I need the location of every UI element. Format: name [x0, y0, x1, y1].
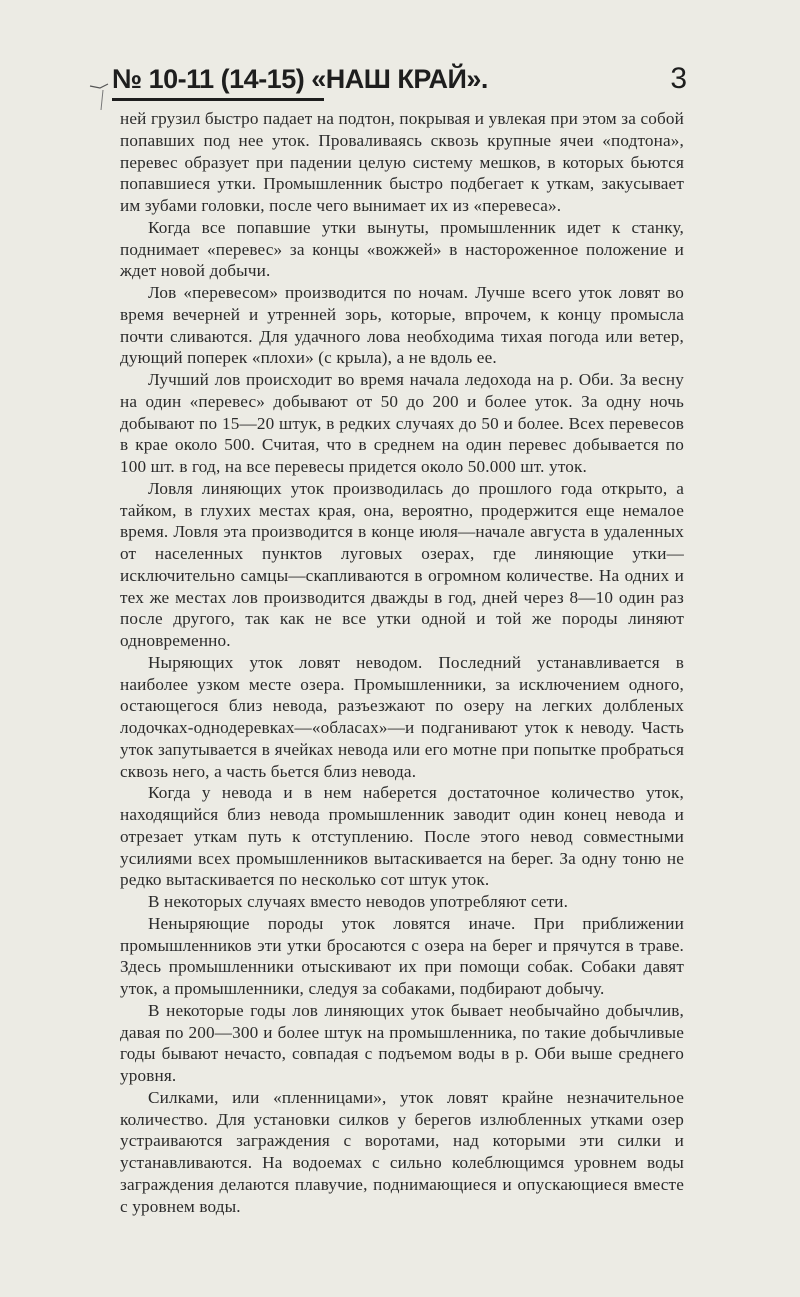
- paragraph: Лучший лов происходит во время начала ледохода на р. Оби. За весну на один «перевес» добывают от 50 до 200 и более уток. За одну ночь добывают по 15—20 штук, в редких случаях до 50 и более. Всех перевесов в крае около 500. Считая, что в среднем на один перевес добывается по 100 шт. в год, на все перевесы придется около 50.000 шт. уток.: [120, 370, 684, 476]
- article-body: [120, 108, 684, 1217]
- page-header: [112, 62, 687, 96]
- paragraph: Когда все попавшие утки вынуты, промышленник идет к станку, поднимает «перевес» за концы «вожжей» в настороженное положение и ждет новой добычи.: [120, 217, 684, 281]
- paragraph: Когда у невода и в нем наберется достаточное количество уток, находящийся близ невода промышленник заводит один конец невода и отрезает уткам путь к отступлению. После этого невод совместными усилиями всех промышленников вытаскивается на берег. За одну тоню не редко вытаскивается по несколько сот штук уток.: [120, 783, 684, 890]
- paragraph: Лов «перевесом» производится по ночам. Лучше всего уток ловят во время вечерней и утренней зорь, которые, впрочем, к концу промысла почти сливаются. Для удачного лова необходима тихая погода или ветер, дующий поперек «плохи» (с крыла), а не вдоль ее.: [120, 283, 684, 368]
- header-underline: [112, 98, 324, 101]
- paragraph: В некоторые годы лов линяющих уток бывает необычайно добычлив, давая по 200—300 и более штук на промышленника, по такие добычливые годы бывают нечасто, совпадая с подъемом воды в р. Оби выше среднего уровня.: [120, 1000, 684, 1085]
- paragraph: Ныряющих уток ловят неводом. Последний устанавливается в наиболее узком месте озера. Промышленники, за исключением одного, остающегося близ невода, разъезжают по озеру на легких долбленых лодочках-однодеревках—«обласах»—и подганивают уток к неводу. Часть уток запутывается в ячейках невода или его мотне при попытке пробраться сквозь него, а часть бьется близ невода.: [120, 652, 684, 781]
- paragraph: Неныряющие породы уток ловятся иначе. При приближении промышленников эти утки бросаются с озера на берег и прячутся в траве. Здесь промышленники отыскивают их при помощи собак. Собаки давят уток, а промышленники, следуя за собаками, подбирают добычу.: [120, 913, 684, 998]
- paragraph: Ловля линяющих уток производилась до прошлого года открыто, а тайком, в глухих местах края, она, вероятно, продержится еще немалое время. Ловля эта производится в конце июля—начале августа в удаленных от населенных пунктов луговых озерах, где линяющие утки—исключительно самцы—скапливаются в огромном количестве. На одних и тех же местах лов производится дважды в год, дней через 8—10 один раз после другого, так как не все утки одной и той же породы линяют одновременно.: [120, 478, 684, 650]
- paragraph: Силками, или «пленницами», уток ловят крайне незначительное количество. Для установки силков у берегов излюбленных утками озер устраиваются заграждения с воротами, над которыми эти силки и устанавливаются. На водоемах с сильно колеблющимся уровнем воды заграждения делаются плавучие, поднимающиеся и опускающиеся вместе с уровнем воды.: [120, 1087, 684, 1216]
- paragraph: ней грузил быстро падает на подтон, покрывая и увлекая при этом за собой попавших под нее уток. Проваливаясь сквозь крупные ячеи «подтона», перевес образует при падении целую систему мешков, в которых бьются попавшиеся утки. Промышленник быстро подбегает к уткам, закусывает им зубами головки, после чего вынимает их из «перевеса».: [120, 109, 684, 215]
- issue-title: № 10-11 (14-15) «НАШ КРАЙ».: [112, 64, 488, 94]
- paragraph: В некоторых случаях вместо неводов употребляют сети.: [148, 892, 569, 911]
- page-number: 3: [670, 62, 687, 95]
- margin-scribble-mark: [88, 80, 112, 120]
